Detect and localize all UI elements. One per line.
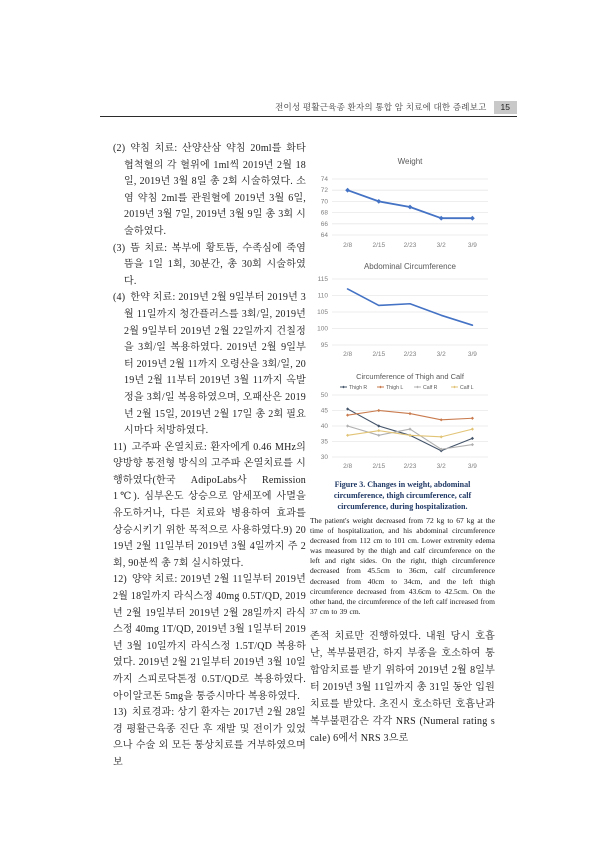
chart-svg — [310, 258, 495, 370]
svg-text:2/8: 2/8 — [343, 463, 353, 470]
list-item-text: 약침 치료: 산양산삼 약침 20ml를 화타협척혈의 각 혈위에 1ml씩 2019년 2월 18일, 2019년 3월 8일 총 2회 시술하였다. 소염 약침 2ml를 관원혈에 2019년 3월 6일, 2019년 3월 7일, 2019년 3월 9일 총 3회 시술하였다. — [124, 143, 306, 237]
svg-text:3/2: 3/2 — [436, 242, 446, 249]
list-item-marker: 11) — [113, 441, 127, 453]
svg-text:72: 72 — [320, 187, 328, 195]
svg-text:3/9: 3/9 — [467, 242, 477, 249]
list-item — [113, 290, 306, 439]
figure-description: The patient's weight decreased from 72 kg to 67 kg at the time of hospitalization, and his abdominal circumference decreased from 112 cm to 101 cm. Lower extremity edema was measured by the thigh and calf circumference on the left and right sides. On the right, thigh circumference decreased from 45.5cm to 36cm, calf circumference decreased from 40cm to 34cm, and the left thigh circumference decreased from 43.6cm to 42.5cm. On the other hand, the circumference of the left calf increased from 37 cm to 39 cm. — [310, 516, 495, 616]
list-item-marker: (4) — [113, 292, 126, 304]
svg-text:95: 95 — [320, 342, 328, 349]
list-item-text: 치료경과: 상기 환자는 2017년 2월 28일 경 평활근육종 진단 후 재발 및 전이가 있었으나 수술 외 모든 통상치료를 거부하였으며 보 — [113, 707, 306, 768]
svg-text:68: 68 — [320, 209, 328, 217]
svg-text:3/9: 3/9 — [467, 351, 477, 358]
svg-text:3/9: 3/9 — [467, 463, 477, 470]
left-column — [113, 141, 306, 772]
svg-text:100: 100 — [317, 325, 328, 333]
header-rule — [100, 116, 517, 117]
list-item-marker: 13) — [113, 707, 127, 719]
svg-text:3/2: 3/2 — [436, 351, 446, 358]
svg-text:2/15: 2/15 — [372, 463, 386, 470]
list-item-text: 뜸 치료: 복부에 황토뜸, 수족심에 죽염뜸을 1일 1회, 30분간, 총 30회 시술하였다. — [124, 242, 306, 287]
svg-text:2/8: 2/8 — [343, 351, 353, 358]
svg-text:Calf L: Calf L — [460, 385, 474, 391]
right-column — [310, 148, 495, 747]
page-header — [100, 99, 517, 115]
list-item — [113, 705, 306, 771]
list-item — [113, 440, 306, 573]
list-item-text: 고주파 온열치료: 환자에게 0.46 MHz의 양방향 통전형 방식의 고주파 온열치료를 시행하였다(한국 AdipoLabs사 Remission 1℃). 심부온도 상승으로 암세포에 사멸을 유도하거나, 다른 치료와 병용하여 효과를 상승시키기 위한 목적으로 사용하였다.9) 2019년 2월 11일부터 2019년 3월 4일까지 주 2회, 90분씩 총 7회 실시하였다. — [113, 441, 306, 569]
continuation-paragraph: 존적 치료만 진행하였다. 내원 당시 호흡난, 복부불편감, 하지 부종을 호소하여 통합암치료를 받기 위하여 2019년 2월 8일부터 2019년 3월 11일까지 총 31일 동안 입원치료를 받았다. 초진시 호소하던 호흡난과 복부불편감은 각각 NRS (Numeral rating scale) 6에서 NRS 3으로 — [310, 630, 495, 744]
svg-text:115: 115 — [317, 276, 328, 283]
running-head: 전이성 평활근육종 환자의 통합 암 치료에 대한 증례보고 — [275, 102, 487, 112]
svg-text:2/23: 2/23 — [403, 242, 417, 249]
abdominal-circumference-chart — [310, 258, 495, 370]
list-item-text: 양약 치료: 2019년 2월 11일부터 2019년 2월 18일까지 라식스정 40mg 0.5T/QD, 2019년 2월 19일부터 2019년 2월 28일까지 라식스정 40mg 1T/QD, 2019년 3월 1일부터 2019년 3월 10일까지 라식스정 1.5T/QD 복용하였다. 2019년 2월 21일부터 2019년 3월 10일까지 스피로닥톤정 0.5T/QD로 복용하였다. 아이알코돈 5mg을 통증시마다 복용하였다. — [113, 574, 306, 702]
list-item-marker: (3) — [113, 242, 126, 254]
list-item — [113, 141, 306, 241]
svg-text:35: 35 — [320, 438, 328, 446]
svg-text:110: 110 — [317, 292, 328, 300]
chart-svg — [310, 370, 495, 474]
svg-text:Abdominal Circumference: Abdominal Circumference — [363, 262, 457, 271]
svg-text:50: 50 — [320, 392, 328, 399]
thigh-calf-circumference-chart — [310, 370, 495, 474]
svg-text:Calf R: Calf R — [423, 385, 438, 391]
svg-text:2/8: 2/8 — [343, 242, 353, 249]
weight-chart — [310, 148, 495, 258]
page-number: 15 — [494, 101, 517, 114]
svg-text:70: 70 — [320, 198, 328, 206]
chart-svg — [310, 148, 495, 258]
svg-text:Thigh R: Thigh R — [349, 385, 368, 391]
svg-text:2/23: 2/23 — [403, 463, 417, 470]
list-item-text: 한약 치료: 2019년 2월 9일부터 2019년 3월 11일까지 청간플러스를 3회/일, 2019년 2월 9일부터 2019년 2월 22일까지 건칠정을 3회/일 복용하였다. 2019년 2월 9일부터 2019년 2월 11까지 오령산을 3회/일, 2019년 2월 11부터 2019년 3월 11까지 옥발정을 3회/일 복용하였으며, 오패산은 2019년 2월 15일, 2019년 2월 17일 총 2회 필요시마다 처방하였다. — [124, 292, 306, 437]
svg-text:74: 74 — [320, 176, 328, 183]
svg-text:Circumference of Thigh and Cal: Circumference of Thigh and Calf — [356, 372, 464, 381]
list-item-marker: (2) — [113, 143, 126, 154]
list-item — [113, 572, 306, 705]
svg-text:2/23: 2/23 — [403, 351, 417, 358]
svg-text:64: 64 — [320, 232, 328, 239]
svg-text:Thigh L: Thigh L — [386, 385, 404, 391]
svg-text:30: 30 — [320, 454, 328, 461]
list-item — [113, 241, 306, 291]
svg-text:40: 40 — [320, 423, 328, 430]
list-item-marker: 12) — [113, 574, 127, 586]
svg-text:2/15: 2/15 — [372, 242, 386, 249]
svg-text:3/2: 3/2 — [436, 463, 446, 470]
svg-text:105: 105 — [317, 309, 328, 316]
svg-text:66: 66 — [320, 220, 328, 228]
svg-text:45: 45 — [320, 407, 328, 415]
figure-caption: Figure 3. Changes in weight, abdominal circumference, thigh circumference, calf circumference, during hospitalization. — [333, 480, 472, 511]
svg-text:Weight: Weight — [397, 157, 423, 166]
svg-text:2/15: 2/15 — [372, 351, 386, 358]
